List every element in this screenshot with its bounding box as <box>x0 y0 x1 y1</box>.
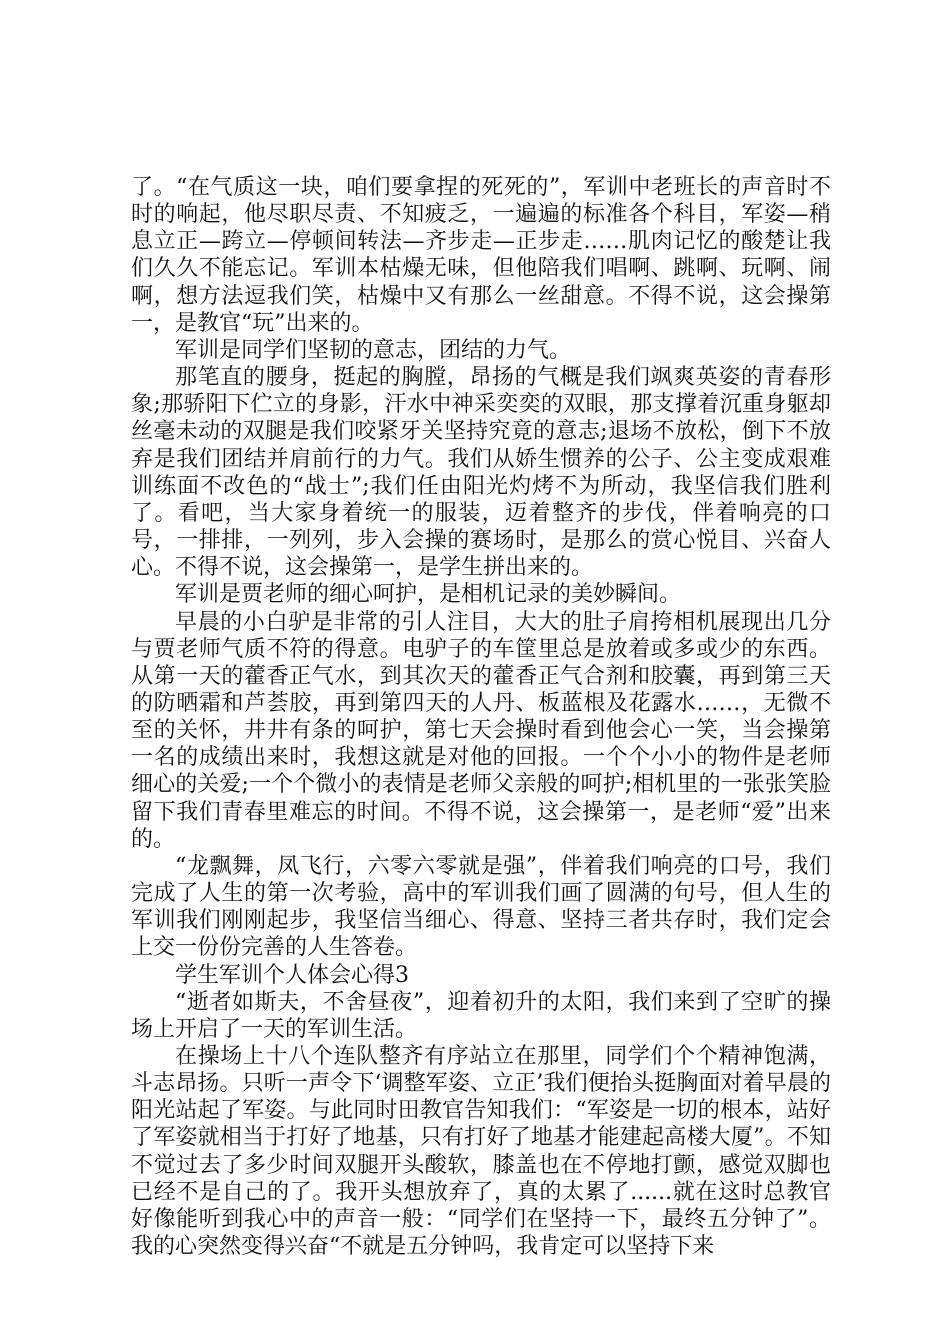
paragraph-heading-teacher: 军训是贾老师的细心呵护，是相机记录的美妙瞬间。 <box>175 582 682 608</box>
document-body <box>131 174 831 1260</box>
paragraph-opening: “逝者如斯夫，不舍昼夜”，迎着初升的太阳，我们来到了空旷的操场上开启了一天的军训生活。 <box>131 989 831 1042</box>
paragraph-standing: 在操场上十八个连队整齐有序站立在那里，同学们个个精神饱满，斗志昂扬。只听一声令下‘调整军姿、立正’我们便抬头挺胸面对着早晨的阳光站起了军姿。与此同时田教官告知我们：“军姿是一切的根本，站好了军姿就相当于打好了地基，只有打好了地基才能建起高楼大厦”。不知不觉过去了多少时间双腿开头酸软，膝盖也在不停地打颤，感觉双脚也已经不是自己的了。我开头想放弃了，真的太累了......就在这时总教官好像能听到我心中的声音一般：“同学们在坚持一下，最终五分钟了”。我的心突然变得兴奋“不就是五分钟吗，我肯定可以坚持下来 <box>131 1044 831 1260</box>
paragraph-heading-willpower: 军训是同学们坚韧的意志，团结的力气。 <box>175 337 572 363</box>
paragraph-continued: 了。“在气质这一块，咱们要拿捏的死死的”，军训中老班长的声音时不时的响起，他尽职尽责、不知疲乏，一遍遍的标准各个科目，军姿—稍息立正—跨立—停顿间转法—齐步走—正步走……肌肉记忆的酸楚让我们久久不能忘记。军训本枯燥无味，但他陪我们唱啊、跳啊、玩啊、闹啊，想方法逗我们笑，枯燥中又有那么一丝甜意。不得不说，这会操第一，是教官“玩”出来的。 <box>131 175 831 336</box>
section-title: 学生军训个人体会心得3 <box>175 962 409 988</box>
paragraph-conclusion: “龙飘舞，凤飞行，六零六零就是强”，伴着我们响亮的口号，我们完成了人生的第一次考验，高中的军训我们画了圆满的句号，但人生的军训我们刚刚起步，我坚信当细心、得意、坚持三者共存时，我们定会上交一份份完善的人生答卷。 <box>131 853 831 961</box>
paragraph-willpower: 那笔直的腰身，挺起的胸膛，昂扬的气概是我们飒爽英姿的青春形象;那骄阳下伫立的身影，汗水中神采奕奕的双眼，那支撑着沉重身躯却丝毫未动的双腿是我们咬紧牙关坚持究竟的意志;退场不放松，倒下不放弃是我们团结并肩前行的力气。我们从娇生惯养的公子、公主变成艰难训练面不改色的“战士”;我们任由阳光灼烤不为所动，我坚信我们胜利了。看吧，当大家身着统一的服装，迈着整齐的步伐，伴着响亮的口号，一排排，一列列，步入会操的赛场时，是那么的赏心悦目、兴奋人心。不得不说，这会操第一，是学生拼出来的。 <box>131 365 831 581</box>
paragraph-teacher: 早晨的小白驴是非常的引人注目，大大的肚子肩挎相机展现出几分与贾老师气质不符的得意。电驴子的车筐里总是放着或多或少的东西。从第一天的藿香正气水，到其次天的藿香正气合剂和胶囊，再到第三天的防晒霜和芦荟胶，再到第四天的人丹、板蓝根及花露水……，无微不至的关怀，井井有条的呵护，第七天会操时看到他会心一笑，当会操第一名的成绩出来时，我想这就是对他的回报。一个个小小的物件是老师细心的关爱;一个个微小的表情是老师父亲般的呵护;相机里的一张张笑脸留下我们青春里难忘的时间。不得不说，这会操第一，是老师“爱”出来的。 <box>131 609 831 852</box>
